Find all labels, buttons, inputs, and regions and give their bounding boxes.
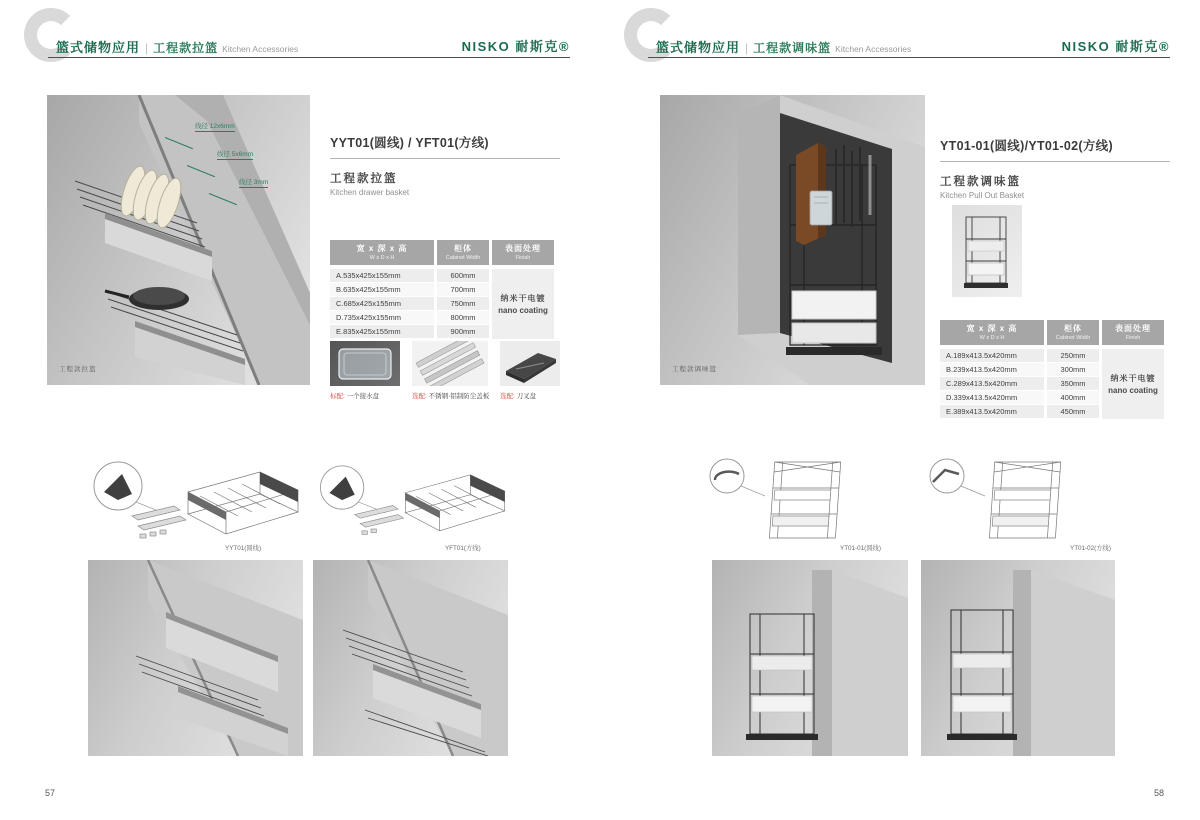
basket-unit-illustration — [952, 205, 1022, 297]
drawer-open-illustration — [313, 560, 508, 756]
exploded-basket-drawing — [88, 458, 305, 544]
wire-diameter-annotation: 线径 5x6mm — [217, 151, 254, 158]
drawer-closed-illustration — [88, 560, 303, 756]
spec-header-finish — [492, 240, 554, 265]
diagram-caption: YFT01(方线) — [445, 545, 481, 552]
spec-header-size-cn: 宽 x 深 x 高 — [966, 324, 1018, 333]
accessory-tag: 选配: — [412, 393, 427, 400]
finish-en: nano coating — [1108, 386, 1158, 395]
application-photo — [313, 560, 508, 756]
header-rule — [48, 57, 570, 58]
photo-caption: 工程款拉篮 — [59, 366, 97, 373]
spec-size-cell: C.685x425x155mm — [330, 297, 434, 311]
secondary-product-photo — [952, 205, 1022, 297]
spec-cabinet-cell: 900mm — [437, 325, 489, 339]
header-english: Kitchen Accessories — [835, 44, 912, 54]
header-divider: | — [145, 41, 149, 55]
finish-cn: 纳米干电镀 — [1110, 374, 1156, 383]
page-header — [656, 37, 911, 57]
accessory-tag: 选配: — [500, 393, 515, 400]
drip-tray-thumbnail — [330, 341, 400, 386]
spec-cabinet-cell: 800mm — [437, 311, 489, 325]
catalog-page-right — [600, 0, 1200, 820]
spec-size-cell: C.289x413.5x420mm — [940, 377, 1044, 391]
accessory-text: 不锈钢·铝制防尘盖板 — [428, 393, 490, 400]
product-info — [940, 136, 1170, 200]
product-name-cn: 工程款调味篮 — [940, 176, 1021, 188]
spec-cabinet-cell: 700mm — [437, 283, 489, 297]
spec-header-finish-cn: 表面处理 — [505, 244, 541, 253]
accessory-standard-tray — [330, 341, 400, 400]
photo-caption: 工程款调味篮 — [672, 366, 717, 373]
accessory-text: 一个接水盘 — [346, 393, 380, 400]
page-number: 57 — [45, 788, 56, 798]
spec-finish-cell — [1102, 349, 1164, 419]
header-series: 工程款调味篮 — [753, 41, 832, 55]
diagram-square-wire — [925, 458, 1085, 544]
spec-header-cabinet-en: Cabinet Width — [445, 255, 481, 261]
spec-size-cell: D.339x413.5x420mm — [940, 391, 1044, 405]
spec-header-cabinet — [1047, 320, 1099, 345]
spec-size-cell: A.189x413.5x420mm — [940, 349, 1044, 363]
diagram-caption: YT01-01(圆线) — [840, 545, 881, 552]
accessory-label — [500, 391, 560, 400]
spec-cabinet-cell: 400mm — [1047, 391, 1099, 405]
wire-diameter-annotation: 线径 3mm — [239, 179, 269, 186]
cutlery-tray-thumbnail — [500, 341, 560, 386]
exploded-basket-drawing — [315, 458, 511, 544]
spec-size-cell: B.635x425x155mm — [330, 283, 434, 297]
pull-out-open-illustration — [921, 560, 1115, 756]
spec-size-cell: A.535x425x155mm — [330, 269, 434, 283]
application-photo — [921, 560, 1115, 756]
brand-logo: NISKO 耐斯克® — [461, 39, 570, 54]
accessory-cutlery-tray — [500, 341, 560, 400]
header-category: 篮式储物应用 — [56, 40, 141, 55]
diagram-caption: YT01-02(方线) — [1070, 545, 1111, 552]
diagram-square-wire — [315, 458, 511, 544]
spec-cabinet-cell: 350mm — [1047, 377, 1099, 391]
spec-size-cell: E.389x413.5x420mm — [940, 405, 1044, 419]
product-name-cn: 工程款拉篮 — [330, 173, 398, 185]
product-model: YT01-01(圆线)/YT01-02(方线) — [940, 136, 1170, 162]
spec-table — [330, 240, 554, 339]
header-divider: | — [745, 41, 749, 55]
spec-header-size-cn: 宽 x 深 x 高 — [356, 244, 408, 253]
spec-cabinet-cell: 750mm — [437, 297, 489, 311]
product-name-en: Kitchen Pull Out Basket — [940, 191, 1025, 200]
spec-header-size-en: W x D x H — [979, 335, 1005, 341]
accessory-label — [330, 391, 400, 400]
drip-tray-icon — [330, 341, 400, 386]
spec-header-finish — [1102, 320, 1164, 345]
spec-header-finish-en: Finish — [515, 255, 531, 261]
header-rule — [648, 57, 1170, 58]
spec-cabinet-cell: 300mm — [1047, 363, 1099, 377]
pull-out-open-illustration — [712, 560, 908, 756]
drawer-basket-illustration — [47, 95, 310, 385]
spec-header-finish-cn: 表面处理 — [1115, 324, 1151, 333]
wire-diameter-annotation: 线径 12x6mm — [195, 123, 235, 130]
spec-size-cell: B.239x413.5x420mm — [940, 363, 1044, 377]
main-product-photo — [660, 95, 925, 385]
spec-header-cabinet-en: Cabinet Width — [1055, 335, 1091, 341]
spec-header-size-en: W x D x H — [369, 255, 395, 261]
accessory-text: 刀叉盘 — [516, 393, 537, 400]
main-product-photo — [47, 95, 310, 385]
header-series: 工程款拉篮 — [153, 41, 219, 55]
spec-header-cabinet — [437, 240, 489, 265]
finish-en: nano coating — [498, 306, 548, 315]
diagram-round-wire — [88, 458, 305, 544]
diagram-caption: YYT01(圆线) — [225, 545, 262, 552]
product-info — [330, 133, 560, 197]
accessory-dust-covers — [412, 341, 488, 400]
rack-wireframe-drawing — [705, 458, 865, 544]
header-category: 篮式储物应用 — [656, 40, 741, 55]
spec-header-size — [330, 240, 434, 265]
accessory-tag: 标配: — [330, 393, 345, 400]
spec-cabinet-cell: 250mm — [1047, 349, 1099, 363]
header-english: Kitchen Accessories — [222, 44, 299, 54]
accessory-label — [412, 391, 488, 400]
aluminium-strips-icon — [412, 341, 488, 386]
page-header — [56, 37, 298, 57]
finish-cn: 纳米干电镀 — [500, 294, 546, 303]
spec-header-finish-en: Finish — [1125, 335, 1141, 341]
application-photo — [88, 560, 303, 756]
spec-size-cell: E.835x425x155mm — [330, 325, 434, 339]
spec-header-size — [940, 320, 1044, 345]
diagram-round-wire — [705, 458, 865, 544]
page-number: 58 — [1153, 788, 1164, 798]
aluminium-strips-thumbnail — [412, 341, 488, 386]
spec-header-cabinet-cn: 柜体 — [1064, 324, 1082, 333]
product-name-en: Kitchen drawer basket — [330, 188, 410, 197]
application-photo — [712, 560, 908, 756]
spec-cabinet-cell: 600mm — [437, 269, 489, 283]
spec-table — [940, 320, 1164, 419]
spec-cabinet-cell: 450mm — [1047, 405, 1099, 419]
pull-out-basket-illustration — [660, 95, 925, 385]
product-model: YYT01(圆线) / YFT01(方线) — [330, 133, 560, 159]
spec-finish-cell — [492, 269, 554, 339]
brand-logo: NISKO 耐斯克® — [1061, 39, 1170, 54]
rack-wireframe-drawing — [925, 458, 1085, 544]
spec-size-cell: D.735x425x155mm — [330, 311, 434, 325]
spec-header-cabinet-cn: 柜体 — [454, 244, 472, 253]
cutlery-tray-icon — [500, 341, 560, 386]
